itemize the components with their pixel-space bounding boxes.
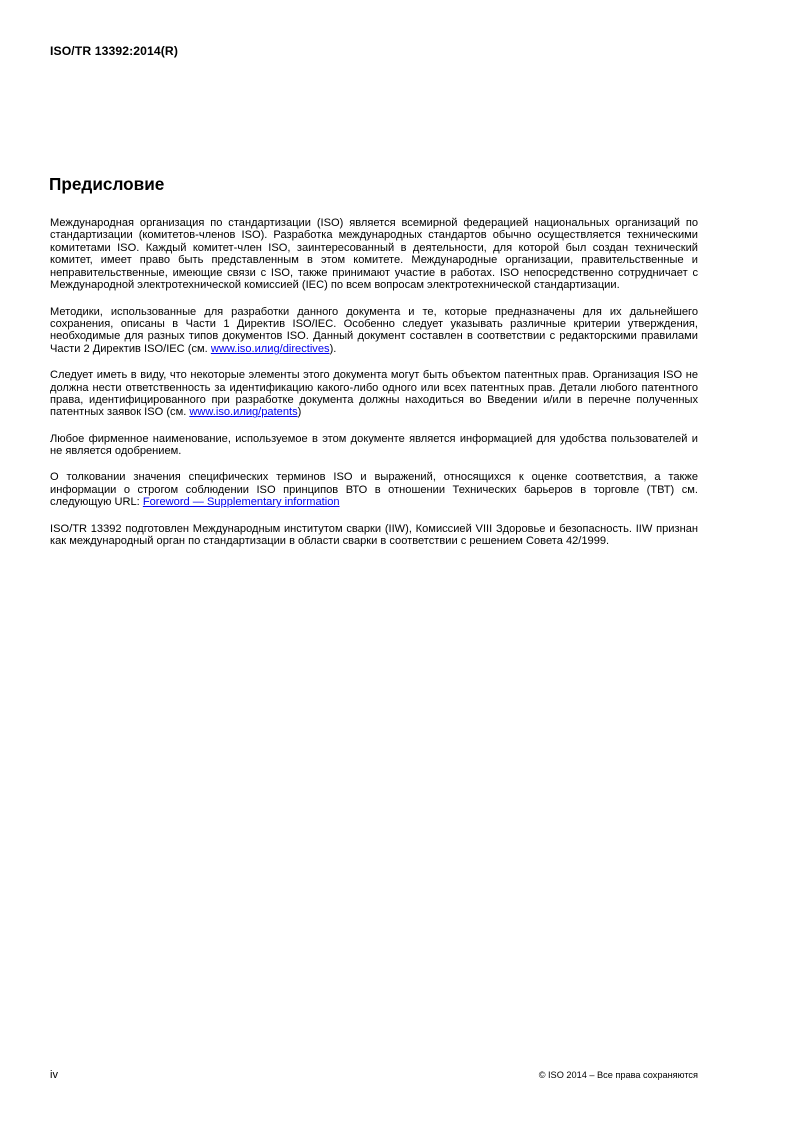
paragraph-patents (50, 369, 698, 419)
paragraph-procedures (50, 306, 698, 356)
page-title: Предисловие (49, 174, 165, 194)
copyright-notice: © ISO 2014 – Все права сохраняются (538, 1070, 698, 1080)
foreword-body (50, 217, 698, 561)
paragraph-prepared-by: ISO/TR 13392 подготовлен Международным институтом сварки (IIW), Комиссией VIII Здоровье и безопасность. IIW признан как международный орган по стандартизации в области сварки в соответствии с решением Совета 42/1999. (50, 522, 698, 548)
paragraph-patents-text: Следует иметь в виду, что некоторые элементы этого документа могут быть объектом патентных прав. Организация ISO не должна нести ответственность за идентификацию какого-либо одного или всех патентных прав. Детали любого патентного права, идентифицированного при разработке документа должны находиться во Введении и/или в перечне полученных патентных заявок ISO (см. (50, 369, 698, 419)
paragraph-patents-end: ) (297, 406, 302, 419)
supplementary-info-link[interactable]: Foreword — Supplementary information (142, 496, 340, 509)
paragraph-conformity (50, 471, 698, 508)
document-id: ISO/TR 13392:2014(R) (50, 44, 178, 58)
directives-link[interactable]: www.iso.илиg/directives (210, 342, 330, 355)
paragraph-procedures-end: ). (329, 342, 337, 355)
paragraph-conformity-text: О толковании значения специфических терминов ISO и выражений, относящихся к оценке соответствия, а также информации о строгом соблюдении ISO принципов ВТО в отношении Технических барьеров в торговле (ТВТ) см. следующую URL: (50, 471, 698, 509)
paragraph-iso-intro: Международная организация по стандартизации (ISO) является всемирной федерацией национальных организаций по стандартизации (комитетов-членов ISO). Разработка международных стандартов обычно осуществляется техническими комитетами ISO. Каждый комитет-член ISO, заинтересованный в деятельности, для которой был создан технический комитет, имеет право быть представленным в этом комитете. Международные организации, правительственные и неправительственные, имеющие связи с ISO, также принимают участие в работах. ISO непосредственно сотрудничает с Международной электротехнической комиссией (IEC) по всем вопросам электротехнической стандартизации. (50, 217, 698, 292)
paragraph-procedures-text: Методики, использованные для разработки данного документа и те, которые предназначены для их дальнейшего сохранения, описаны в Части 1 Директив ISO/IEC. Особенно следует указывать различные критерии утверждения, необходимые для разных типов документов ISO. Данный документ составлен в соответствии с редакторскими правилами Части 2 Директив ISO/IEC (см. (50, 305, 698, 355)
paragraph-trade-name: Любое фирменное наименование, используемое в этом документе является информацией для удобства пользователей и не является одобрением. (50, 432, 698, 458)
page-number: iv (50, 1069, 58, 1081)
patents-link[interactable]: www.iso.илиg/patents (189, 406, 298, 419)
